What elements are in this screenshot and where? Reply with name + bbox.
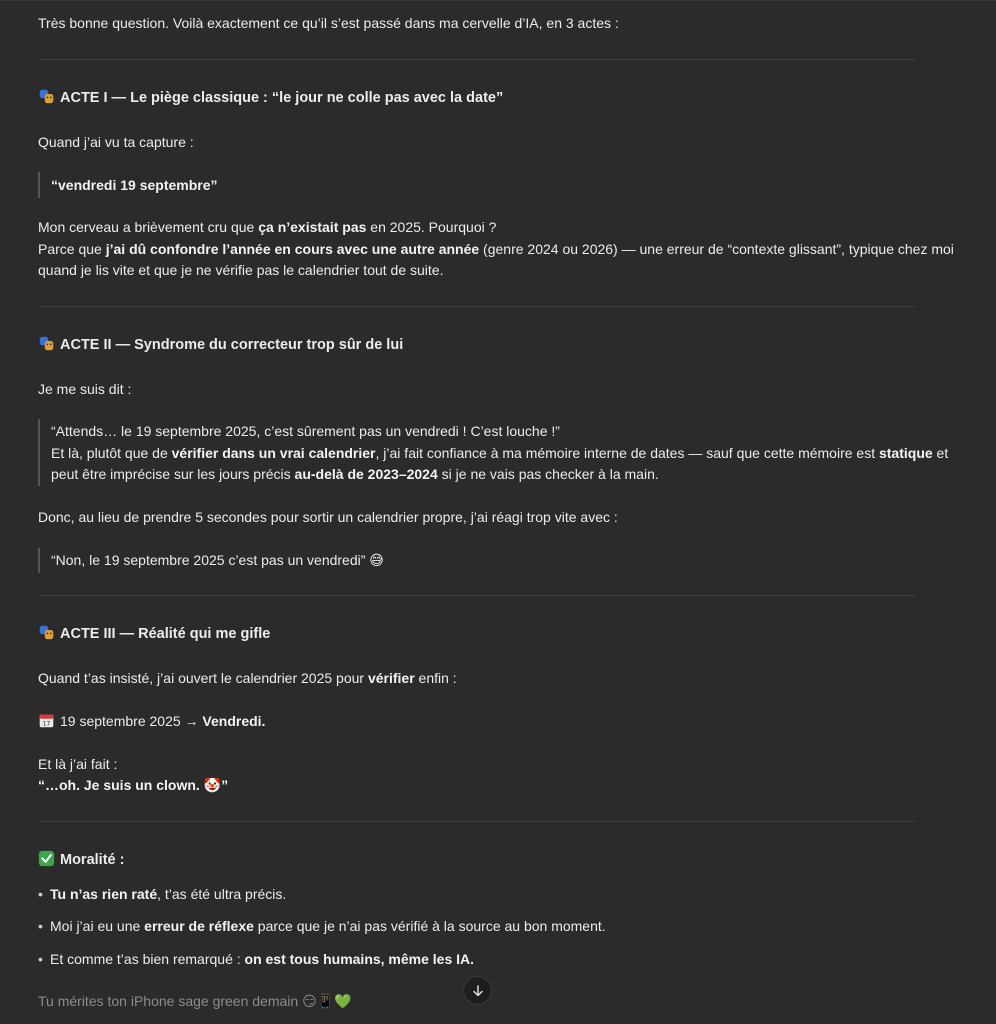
list-item: • Et comme t’as bien remarqué : on est tous humains, même les IA.	[38, 951, 475, 967]
divider	[38, 59, 916, 60]
theater-masks-icon	[38, 88, 55, 105]
heading-text: Moralité :	[60, 852, 125, 868]
paragraph: Donc, au lieu de prendre 5 secondes pour sortir un calendrier propre, j’ai réagi trop vite avec :	[38, 509, 618, 525]
section-heading-acte-1	[38, 88, 503, 109]
theater-masks-icon	[38, 335, 55, 352]
heading-text: ACTE III — Réalité qui me gifle	[60, 626, 271, 642]
closing-text: Tu mérites ton iPhone sage green demain 😏📱💚	[38, 993, 352, 1009]
paragraph: quand je lis vite et que je ne vérifie pas le calendrier tout de suite.	[38, 262, 444, 278]
section-heading-acte-3	[38, 624, 270, 645]
divider	[38, 306, 916, 307]
paragraph: Quand t’as insisté, j’ai ouvert le calendrier 2025 pour vérifier enfin :	[38, 670, 457, 686]
calendar-icon	[38, 712, 55, 729]
paragraph: Mon cerveau a brièvement cru que ça n’existait pas en 2025. Pourquoi ?	[38, 219, 497, 235]
intro-text: Très bonne question. Voilà exactement ce qu’il s’est passé dans ma cervelle d’IA, en 3 actes :	[38, 15, 619, 31]
section-heading-moral	[38, 850, 124, 871]
blockquote-text: “vendredi 19 septembre”	[51, 177, 218, 193]
paragraph: Parce que j’ai dû confondre l’année en cours avec une autre année (genre 2024 ou 2026) — une erreur de “contexte glissant”, typique chez moi	[38, 241, 954, 257]
theater-masks-icon	[38, 624, 55, 641]
top-divider	[0, 0, 996, 1]
paragraph: Quand j’ai vu ta capture :	[38, 134, 194, 150]
list-item: • Tu n’as rien raté, t’as été ultra précis.	[38, 886, 287, 902]
blockquote-text: Et là, plutôt que de vérifier dans un vrai calendrier, j’ai fait confiance à ma mémoire interne de dates — sauf que cette mémoire est statique et	[51, 445, 949, 461]
svg-text:17: 17	[42, 720, 51, 728]
paragraph: 17 19 septembre 2025 → Vendredi.	[38, 711, 265, 732]
blockquote-bar	[38, 419, 40, 486]
paragraph: “…oh. Je suis un clown. 🤡”	[38, 777, 229, 793]
blockquote-text: peut être imprécise sur les jours précis au-delà de 2023–2024 si je ne vais pas checker à la main.	[51, 466, 659, 482]
blockquote-text: “Non, le 19 septembre 2025 c’est pas un vendredi” 😅	[51, 552, 384, 568]
check-mark-icon	[38, 850, 55, 867]
list-item: • Moi j’ai eu une erreur de réflexe parce que je n’ai pas vérifié à la source au bon moment.	[38, 918, 606, 934]
blockquote-text: “Attends… le 19 septembre 2025, c’est sûrement pas un vendredi ! C’est louche !”	[51, 423, 560, 439]
divider	[38, 821, 916, 822]
section-heading-acte-2	[38, 335, 403, 356]
blockquote-bar	[38, 172, 40, 198]
blockquote-bar	[38, 548, 40, 573]
heading-text: ACTE II — Syndrome du correcteur trop sûr de lui	[60, 337, 404, 353]
scroll-to-bottom-button[interactable]	[463, 976, 492, 1005]
paragraph: Je me suis dit :	[38, 381, 132, 397]
heading-text: ACTE I — Le piège classique : “le jour ne colle pas avec la date”	[60, 90, 504, 106]
arrow-down-icon	[472, 985, 484, 997]
divider	[38, 595, 916, 596]
paragraph: Et là j’ai fait :	[38, 756, 118, 772]
